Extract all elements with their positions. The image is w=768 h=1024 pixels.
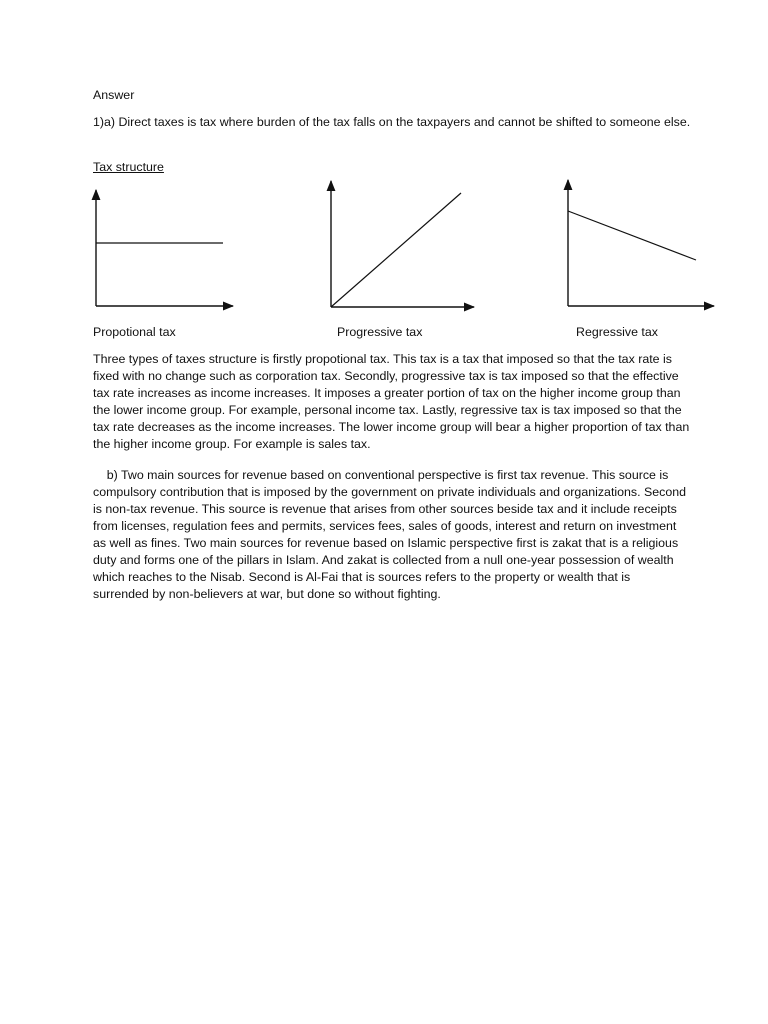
tax-types-paragraph: Three types of taxes structure is firstly propotional tax. This tax is a tax that imposed so that the tax rate is fixed with no change such as corporation tax. Secondly, progressive tax is tax imposed so that the effective tax rate increases as income increases. It imposes a greater portion of tax on the higher income group than the lower income group. For example, personal income tax. Lastly, regressive tax is tax imposed so that the tax rate decreases as the income increases. The lower income group will bear a higher proportion of tax than the higher income group. For example is sales tax. (93, 352, 690, 451)
progressive-tax-graph (331, 181, 474, 307)
answer-heading: Answer (93, 88, 135, 102)
revenue-sources-paragraph: b) Two main sources for revenue based on conventional perspective is first tax revenue. This source is compulsory contribution that is imposed by the government on private individuals and organizations. Second is non-tax revenue. This source is revenue that arises from other sources beside tax and it include receipts from licenses, regulation fees and permits, services fees, sales of goods, interest and return on investment as well as fines. Two main sources for revenue based on Islamic perspective first is zakat that is a religious duty and forms one of the pillars in Islam. And zakat is collected from a null one-year possession of wealth which reaches to the Nisab. Second is Al-Fai that is sources refers to the property or wealth that is surrended by non-believers at war, but done so without fighting. (93, 468, 690, 601)
question-1a-text: 1)a) Direct taxes is tax where burden of the tax falls on the taxpayers and cannot be shifted to someone else. (93, 115, 691, 129)
tax-structure-heading: Tax structure (93, 160, 164, 174)
proportional-tax-graph (96, 190, 233, 306)
regressive-tax-label: Regressive tax (576, 325, 658, 339)
progressive-tax-line (331, 193, 461, 307)
proportional-tax-label: Propotional tax (93, 325, 176, 339)
regressive-tax-graph (568, 180, 714, 306)
tax-structure-graphs (0, 0, 768, 330)
progressive-tax-label: Progressive tax (337, 325, 423, 339)
regressive-tax-line (568, 211, 696, 260)
